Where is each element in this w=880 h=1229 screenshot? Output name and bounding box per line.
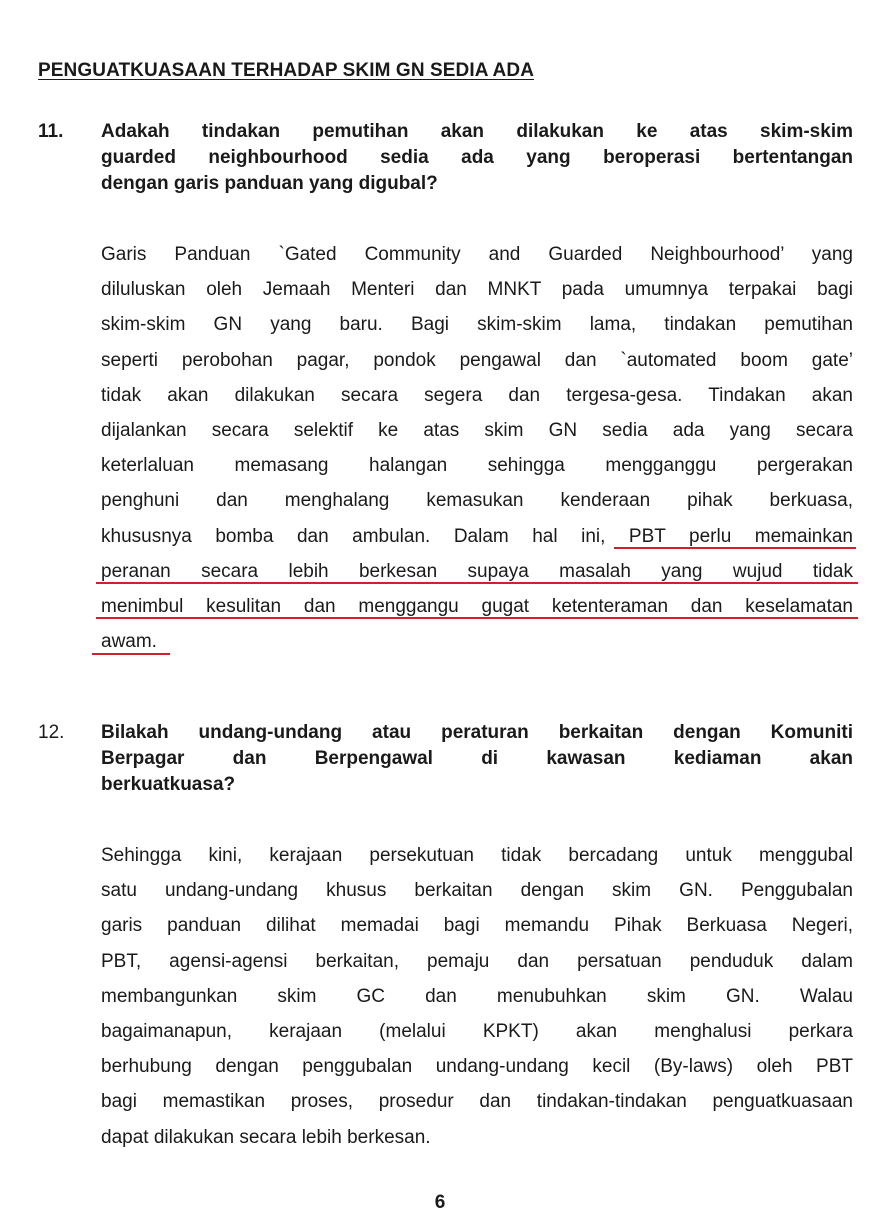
answer-11-line: keterlaluan memasang halangan sehingga mengganggu pergerakan [101, 455, 853, 477]
answer-12-paragraph [101, 838, 853, 1155]
answer-11-line: khususnya bomba dan ambulan. Dalam hal ini, PBT perlu memainkan [101, 525, 853, 547]
answer-12-line: berhubung dengan penggubalan undang-undang kecil (By-laws) oleh PBT [101, 1056, 853, 1078]
question-11-number: 11. [38, 121, 64, 142]
answer-11-line: skim-skim GN yang baru. Bagi skim-skim lama, tindakan pemutihan [101, 314, 853, 336]
answer-11-line: dijalankan secara selektif ke atas skim GN sedia ada yang secara [101, 419, 853, 441]
answer-11-line: peranan secara lebih berkesan supaya masalah yang wujud tidak [101, 560, 853, 582]
question-12-number: 12. [38, 722, 65, 743]
answer-12-line: dapat dilakukan secara lebih berkesan. [101, 1126, 431, 1148]
answer-11-line: awam. [101, 631, 157, 653]
answer-11-line: penghuni dan menghalang kemasukan kenderaan pihak berkuasa, [101, 490, 853, 512]
answer-12-line: satu undang-undang khusus berkaitan dengan skim GN. Penggubalan [101, 880, 853, 902]
question-12-line: Bilakah undang-undang atau peraturan berkaitan dengan Komuniti [101, 722, 853, 743]
annotation-underline [92, 653, 170, 655]
answer-11-line: menimbul kesulitan dan menggangu gugat ketenteraman dan keselamatan [101, 595, 853, 617]
answer-11-paragraph [101, 237, 853, 659]
section-heading: PENGUATKUASAAN TERHADAP SKIM GN SEDIA ADA [38, 60, 535, 81]
answer-11-line: tidak akan dilakukan secara segera dan tergesa-gesa. Tindakan akan [101, 384, 853, 406]
answer-12-line: bagi memastikan proses, prosedur dan tindakan-tindakan penguatkuasaan [101, 1091, 853, 1113]
annotation-underline [96, 582, 858, 584]
answer-11-line: Garis Panduan `Gated Community and Guarded Neighbourhood’ yang [101, 244, 853, 265]
answer-12-line: membangunkan skim GC dan menubuhkan skim GN. Walau [101, 985, 853, 1007]
annotation-underline [614, 547, 856, 549]
page-number: 6 [434, 1192, 446, 1213]
question-11-line: Adakah tindakan pemutihan akan dilakukan ke atas skim-skim [101, 121, 853, 142]
answer-11-line: seperti perobohan pagar, pondok pengawal dan `automated boom gate’ [101, 349, 853, 371]
question-12-line: berkuatkuasa? [101, 774, 236, 795]
question-11-line: dengan garis panduan yang digubal? [101, 173, 438, 194]
annotation-underline [96, 617, 858, 619]
answer-12-line: bagaimanapun, kerajaan (melalui KPKT) akan menghalusi perkara [101, 1020, 853, 1042]
question-12-text [101, 720, 853, 798]
answer-11-line: diluluskan oleh Jemaah Menteri dan MNKT pada umumnya terpakai bagi [101, 279, 853, 301]
answer-12-line: garis panduan dilihat memadai bagi memandu Pihak Berkuasa Negeri, [101, 915, 853, 937]
question-11-text [101, 119, 853, 197]
question-11-line: guarded neighbourhood sedia ada yang beroperasi bertentangan [101, 147, 853, 168]
answer-12-line: PBT, agensi-agensi berkaitan, pemaju dan persatuan penduduk dalam [101, 950, 853, 972]
answer-12-line: Sehingga kini, kerajaan persekutuan tidak bercadang untuk menggubal [101, 845, 853, 866]
question-12-line: Berpagar dan Berpengawal di kawasan kediaman akan [101, 748, 853, 769]
